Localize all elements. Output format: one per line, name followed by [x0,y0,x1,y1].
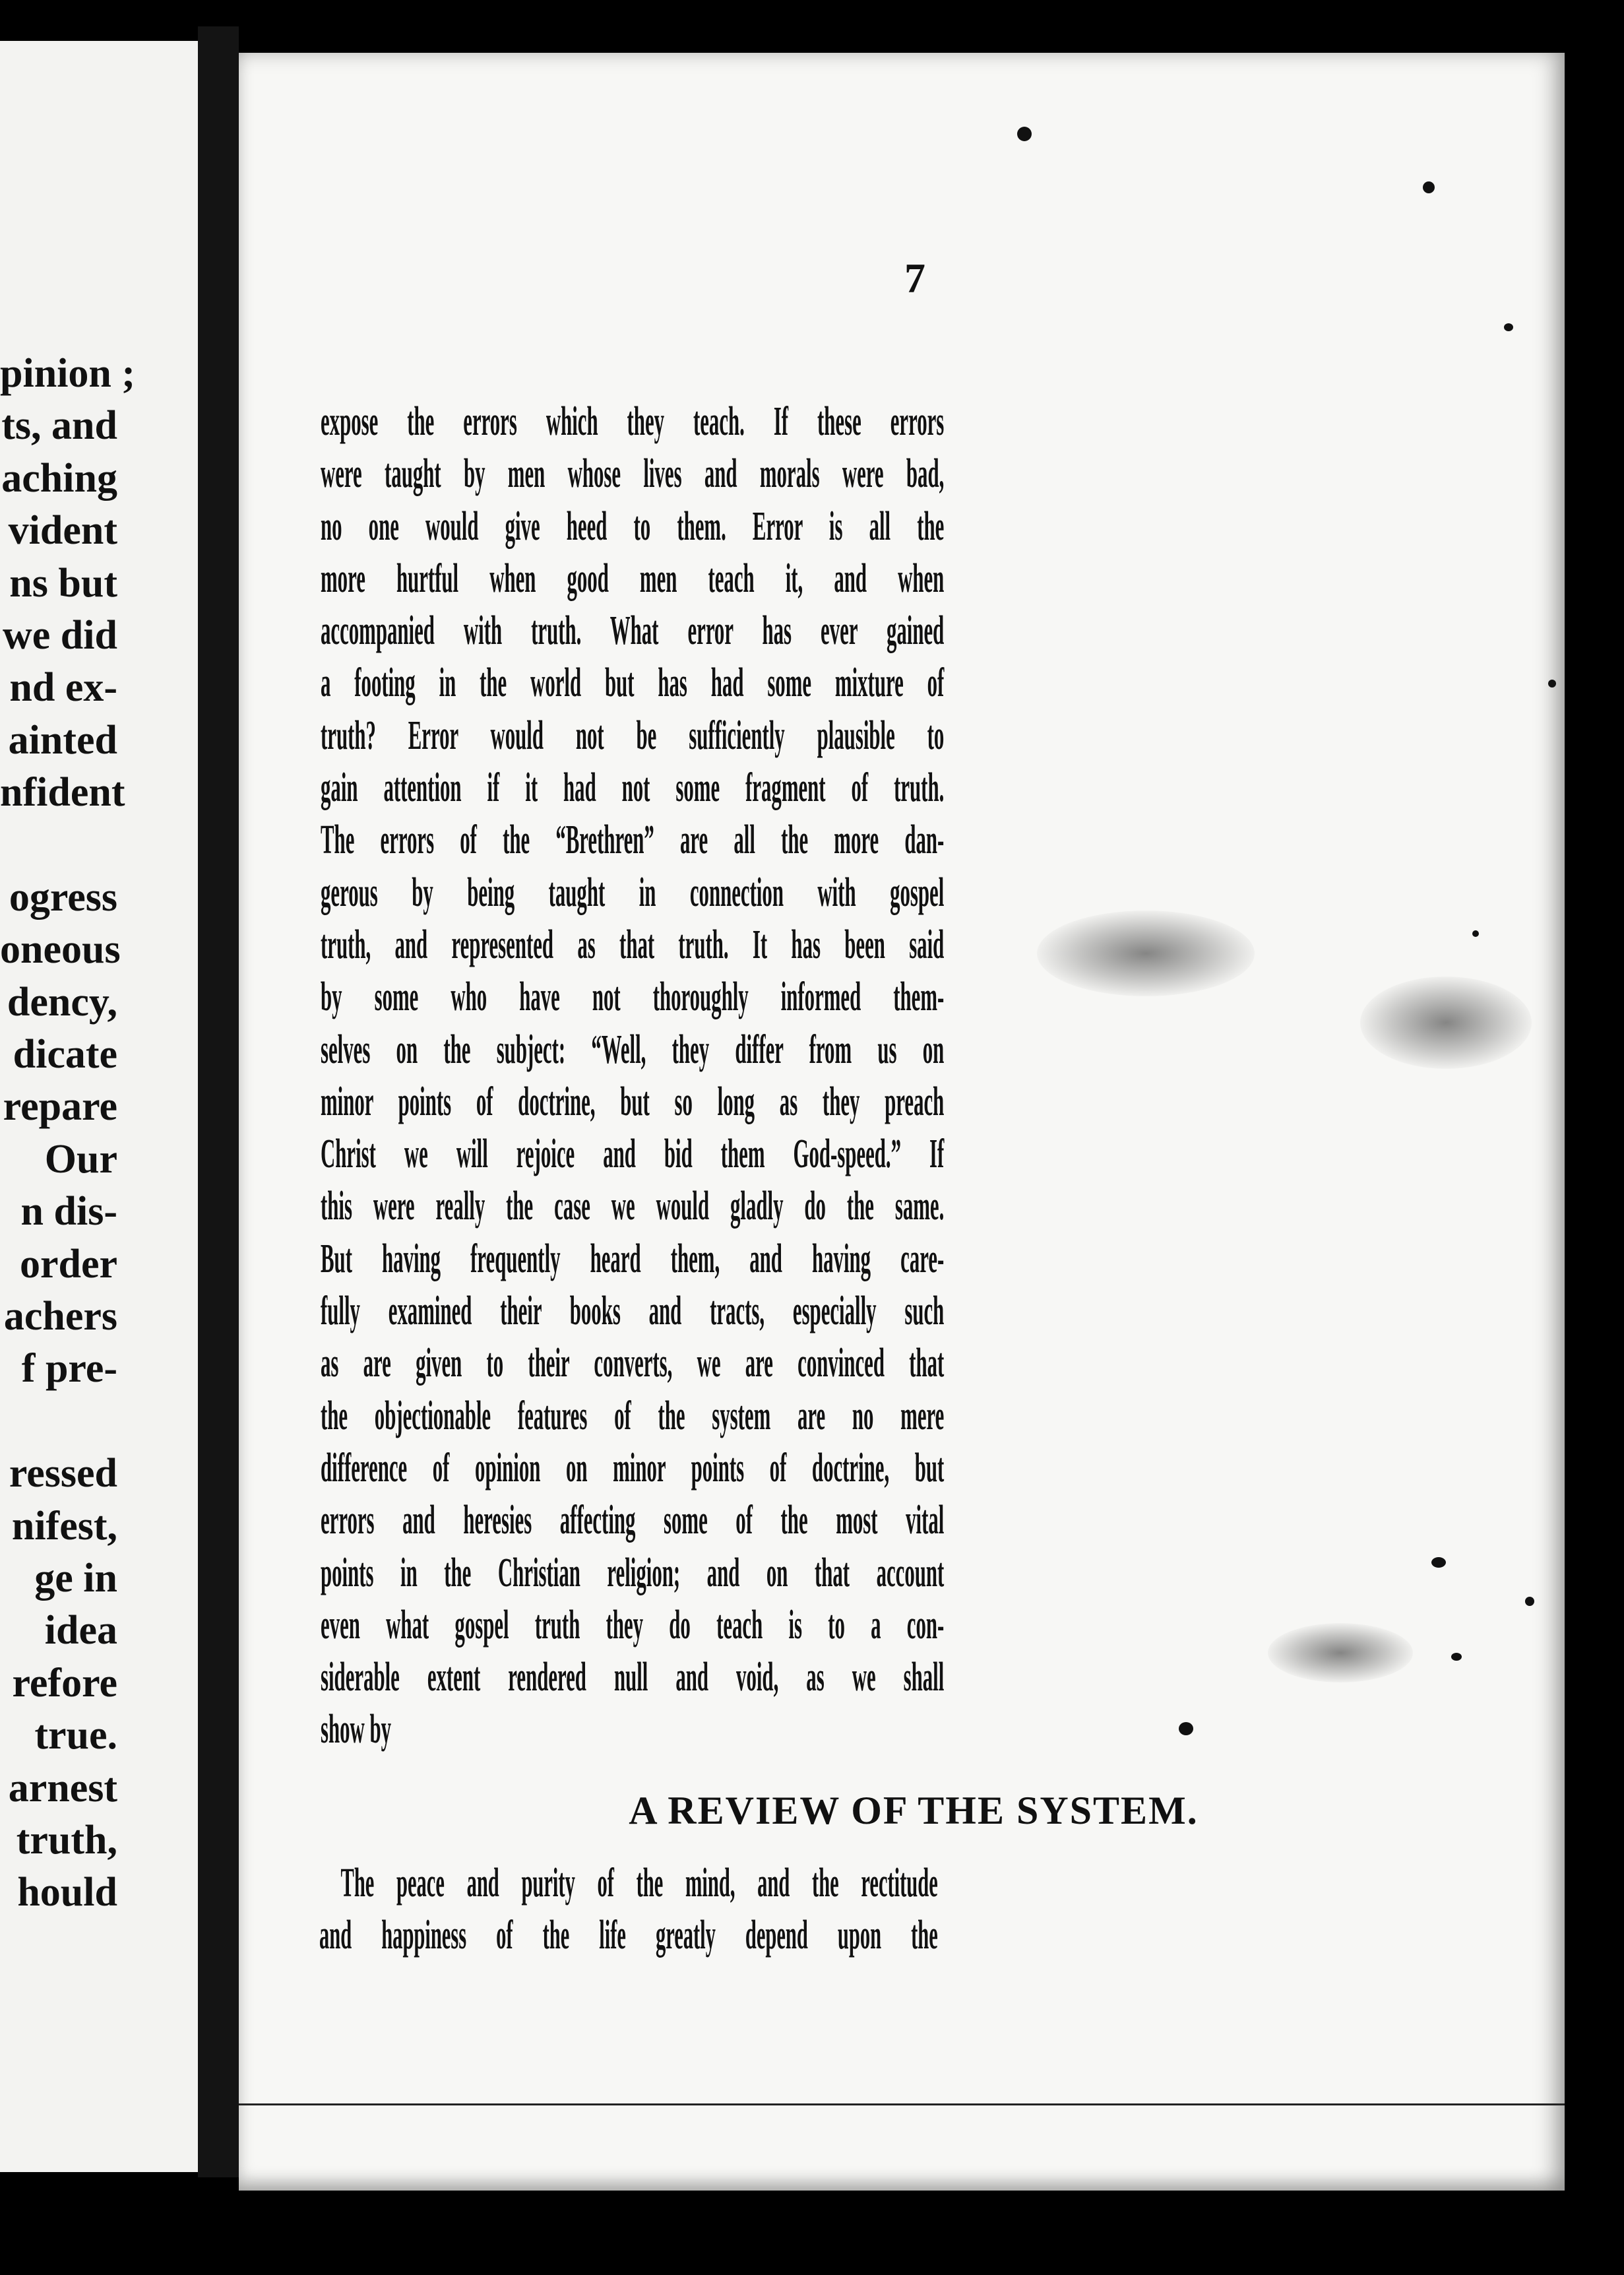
text-line: show by [321,1707,392,1752]
text-line: by some who have not thoroughly informed them- [321,975,945,1020]
section-heading: A REVIEW OF THE SYSTEM. [629,1789,1199,1832]
page-7 [239,53,1565,2191]
ink-speck [1451,1653,1462,1661]
ink-speck [1017,127,1032,141]
text-line: more hurtful when good men teach it, and when [321,556,945,601]
previous-page-fragment [0,41,198,2172]
ink-speck [1548,680,1556,688]
ink-speck [1431,1557,1446,1568]
previous-page-line: ogress [9,874,117,920]
ink-speck [1179,1722,1193,1735]
previous-page-line: ns but [9,560,117,606]
previous-page-line: hould [17,1870,117,1915]
previous-page-line: ge in [34,1555,117,1601]
text-line: Christ we will rejoice and bid them God-speed.” If [321,1132,945,1177]
previous-page-line: ressed [9,1451,117,1496]
previous-page-text [0,348,136,1919]
text-line: The peace and purity of the mind, and the rectitude [340,1861,938,1906]
previous-page-line: oneous [0,927,121,973]
previous-page-line: nifest, [11,1503,117,1549]
previous-page-line: nfident [0,770,125,816]
ink-smudge [1268,1623,1413,1682]
previous-page-line: true. [34,1713,117,1758]
previous-page-line: aching [1,455,117,501]
previous-page-line [0,819,117,872]
previous-page-line: idea [44,1608,117,1653]
text-line: siderable extent rendered null and void, as we shall [321,1655,945,1700]
previous-page-line: ts, and [1,403,117,449]
previous-page-line: dency, [7,979,117,1025]
previous-page-line: vident [8,508,117,554]
ink-speck [1423,181,1435,193]
text-line: this were really the case we would gladly do the same. [321,1184,945,1229]
ink-speck [1472,930,1479,937]
ink-smudge [1037,911,1255,996]
ink-smudge [1360,977,1532,1069]
text-line: even what gospel truth they do teach is to a con- [321,1602,945,1648]
previous-page-line: f pre- [21,1346,117,1392]
text-line: gain attention if it had not some fragment of truth. [321,765,945,811]
text-line: and happiness of the life greatly depend upon the [319,1913,938,1958]
paragraph-2 [319,1857,938,1962]
previous-page-line: truth, [16,1817,117,1863]
paragraph-1 [321,396,944,1756]
text-line: truth? Error would not be sufficiently plausible to [321,713,945,758]
previous-page-line: dicate [13,1032,117,1077]
previous-page-line: nd ex- [9,665,117,711]
text-line: gerous by being taught in connection with gospel [321,870,945,915]
text-line: as are given to their converts, we are convinced that [321,1341,945,1386]
text-line: The errors of the “Brethren” are all the more dan- [321,817,945,863]
text-line: the objectionable features of the system are no mere [321,1393,945,1438]
text-line: a footing in the world but has had some mixture of [321,660,945,706]
page-bottom-edge [239,2103,1565,2105]
previous-page-line [0,1395,117,1448]
text-line: points in the Christian religion; and on that account [321,1550,945,1595]
text-line: minor points of doctrine, but so long as they preach [321,1079,945,1124]
text-line: difference of opinion on minor points of doctrine, but [321,1445,945,1490]
ink-speck [1525,1597,1534,1606]
previous-page-line: arnest [8,1765,117,1810]
text-line: fully examined their books and tracts, especially such [321,1289,945,1334]
text-line: truth, and represented as that truth. It has been said [321,922,945,967]
previous-page-line: ainted [8,717,117,763]
text-line: accompanied with truth. What error has ever gained [321,608,945,654]
previous-page-line: achers [3,1294,117,1339]
text-line: no one would give heed to them. Error is all the [321,503,945,549]
previous-page-line: pinion ; [0,351,136,396]
previous-page-line: we did [3,612,117,658]
text-line: expose the errors which they teach. If these errors [321,399,945,444]
text-line: But having frequently heard them, and having care- [321,1236,945,1281]
text-line: selves on the subject: “Well, they differ from us on [321,1027,945,1072]
page-number: 7 [904,255,925,302]
previous-page-line: refore [12,1660,117,1706]
previous-page-line: Our [44,1136,117,1182]
text-line: errors and heresies affecting some of the most vital [321,1498,945,1543]
previous-page-line: order [19,1241,117,1287]
text-line: were taught by men whose lives and morals were bad, [321,451,945,497]
previous-page-line: n dis- [20,1189,117,1234]
previous-page-line: repare [3,1084,117,1130]
ink-speck [1504,323,1513,331]
book-gutter [198,26,239,2177]
